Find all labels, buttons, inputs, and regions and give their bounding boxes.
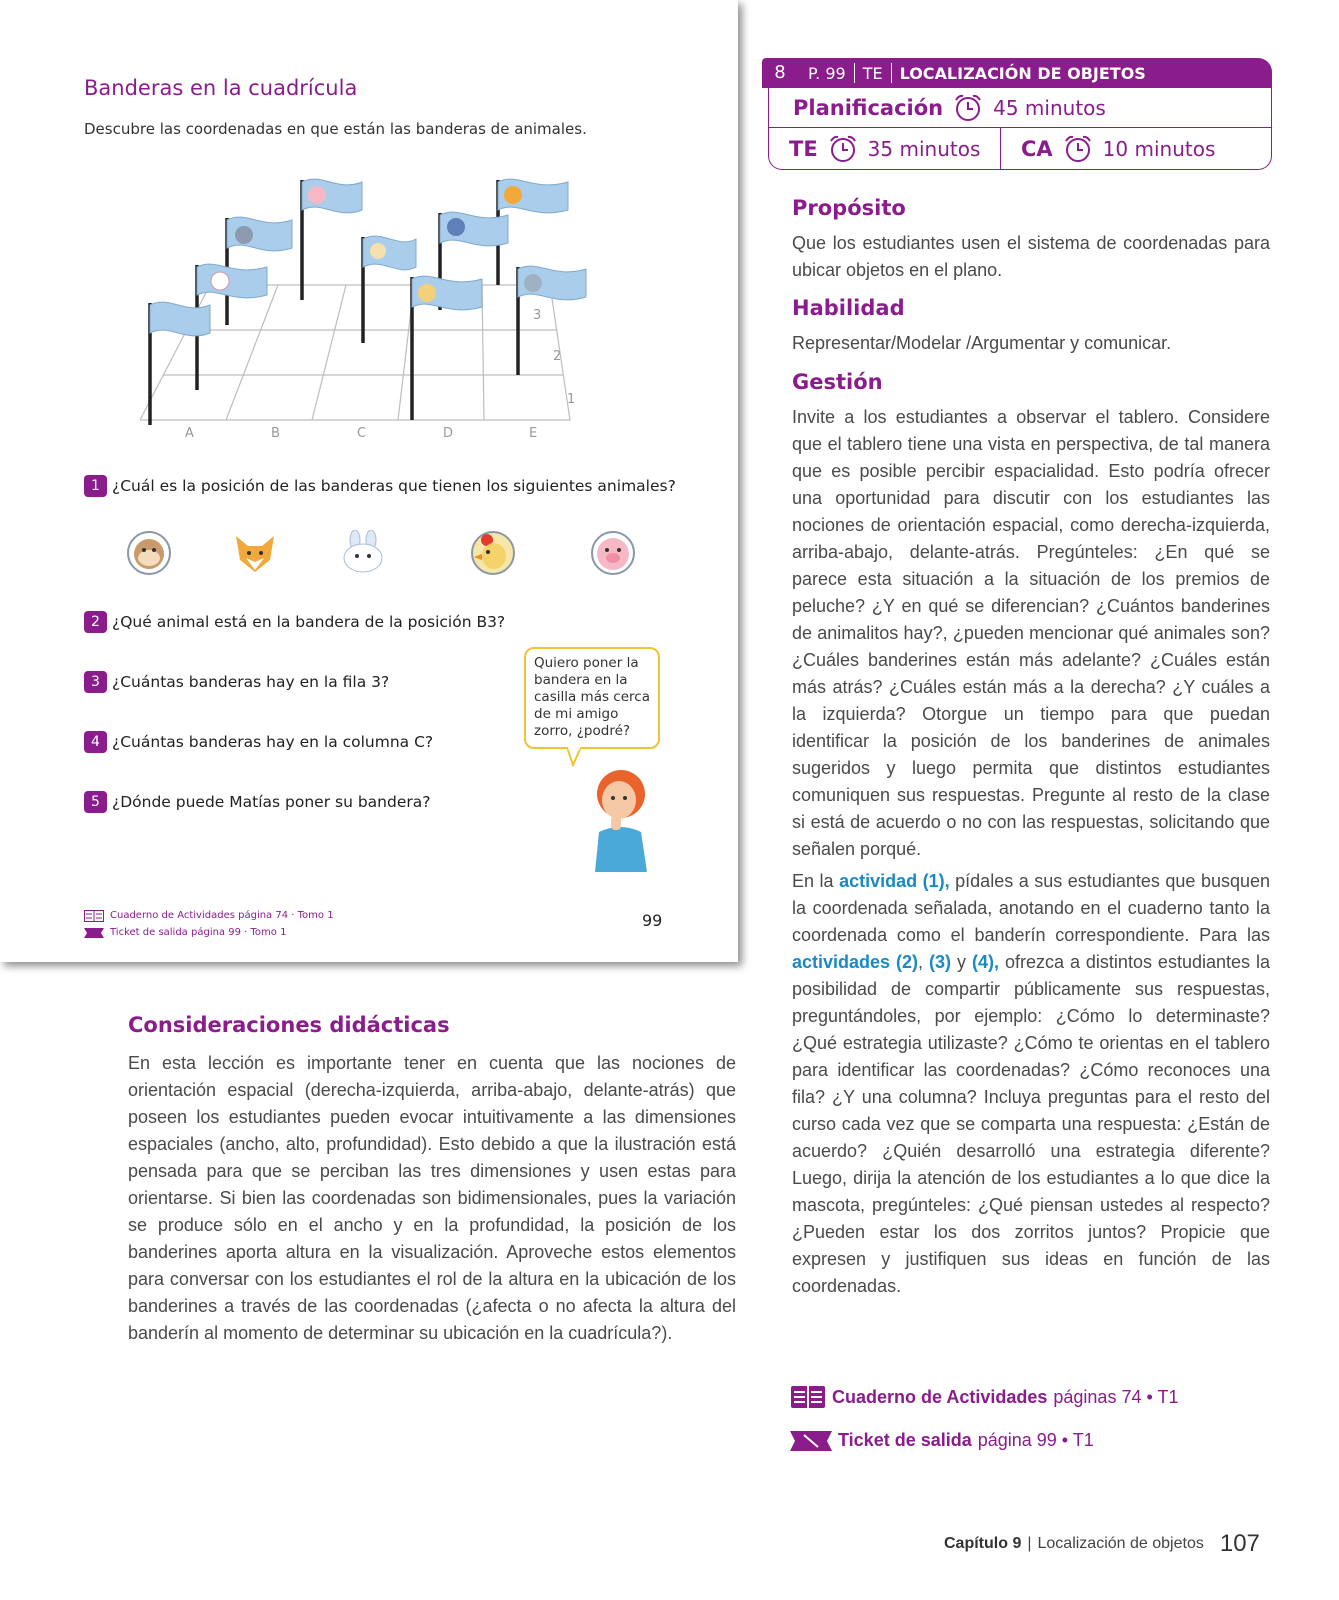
chapter-topic: Localización de objetos xyxy=(1037,1535,1204,1552)
planning-box xyxy=(768,88,1272,170)
student-page-title: Banderas en la cuadrícula xyxy=(84,76,358,100)
cuaderno-label: Cuaderno de Actividades xyxy=(832,1386,1048,1407)
column-label: E xyxy=(529,426,538,441)
column-label: C xyxy=(357,426,367,441)
chicken-icon xyxy=(470,530,516,576)
te-cell xyxy=(769,128,1001,170)
ticket-reference xyxy=(790,1430,1094,1451)
cuaderno-pages: páginas 74 • T1 xyxy=(1053,1386,1179,1407)
boy-mascot-illustration xyxy=(585,760,655,872)
ca-minutes: 10 minutos xyxy=(1102,137,1216,161)
planificacion-label: Planificación xyxy=(793,95,944,120)
question-text: ¿Qué animal está en la bandera de la posición B3? xyxy=(112,613,506,631)
book-icon xyxy=(84,910,104,922)
column-label: A xyxy=(185,426,194,441)
rabbit-icon xyxy=(340,530,386,576)
habilidad-title: Habilidad xyxy=(792,296,905,320)
te-minutes: 35 minutos xyxy=(867,137,981,161)
student-book-page xyxy=(0,0,738,962)
lesson-number: 8 xyxy=(762,58,798,88)
te-ca-row xyxy=(769,128,1271,170)
planificacion-minutes: 45 minutos xyxy=(993,95,1106,120)
question-2 xyxy=(84,611,505,633)
planificacion-row xyxy=(769,88,1271,128)
proposito-text: Que los estudiantes usen el sistema de coordenadas para ubicar objetos en el plano. xyxy=(792,233,1270,280)
divider xyxy=(854,63,855,83)
chapter-label: Capítulo 9 xyxy=(944,1535,1022,1552)
footer-line: Cuaderno de Actividades página 74 · Tomo 1 xyxy=(110,910,334,921)
activity-ref: (3) xyxy=(929,952,952,972)
footer-ticket-ref xyxy=(84,924,334,941)
question-text: ¿Cuántas banderas hay en la fila 3? xyxy=(112,673,390,691)
flag-grid-illustration xyxy=(140,175,610,455)
gestion-paragraph-2 xyxy=(792,868,1270,1300)
column-label: D xyxy=(443,426,454,441)
question-text: ¿Cuál es la posición de las banderas que tienen los siguientes animales? xyxy=(112,477,676,495)
alarm-clock-icon xyxy=(828,134,858,164)
page-number: 107 xyxy=(1219,1530,1260,1557)
monkey-icon xyxy=(126,530,172,576)
lesson-topic: LOCALIZACIÓN DE OBJETOS xyxy=(899,63,1146,83)
row-label: 1 xyxy=(567,392,576,407)
cuaderno-reference xyxy=(790,1385,1178,1409)
activity-ref: (4), xyxy=(971,952,999,972)
lesson-header-bar xyxy=(798,58,1272,88)
question-5 xyxy=(84,791,430,813)
te-tag: TE xyxy=(862,63,883,83)
text-run: y xyxy=(951,952,972,972)
pig-icon xyxy=(590,530,636,576)
row-label: 3 xyxy=(533,308,542,323)
gestion-title: Gestión xyxy=(792,370,883,394)
text-run: ofrezca a distintos estudiantes la posibilidad de compartir públicamente sus respuestas, preguntándoles, por ejemplo: ¿Cómo lo determinaste? ¿Qué estrategia utilizaste? ¿Cómo te orientas en el tablero para identificar las coordenadas? ¿Cómo reconoces una fila? ¿Y una columna? Incluya preguntas para el resto del curso cada vez que se comparta una respuesta: ¿Están de acuerdo? ¿Quién desarrolló una estrategia diferente? Luego, dirija la atención de los estudiantes a lo que dice la mascota, pregúnteles: ¿Qué piensan ustedes al respecto? ¿Pueden estar los dos zorritos juntos? Propicie que expresen y justifiquen sus ideas en función de las coordenadas. xyxy=(792,952,1270,1296)
ca-cell xyxy=(1001,128,1215,170)
text-run: pídales a sus estudiantes que busquen la coordenada señalada, anotando en el cuaderno tanto la coordenada como el banderín correspondiente. Para las xyxy=(792,871,1271,945)
row-label: 2 xyxy=(553,349,562,364)
activity-ref: actividades (2) xyxy=(792,952,919,972)
question-number: 2 xyxy=(84,611,107,633)
ticket-label: Ticket de salida xyxy=(838,1430,972,1450)
consideraciones-text: En esta lección es importante tener en cuenta que las nociones de orientación espacial (derecha-izquierda, arriba-abajo, delante-atrás) que poseen los estudiantes pueden evocar intuitivamente a las dimensiones espaciales (ancho, alto, profundidad). Esto debido a que la ilustración está pensada para que se perciban las tres dimensiones y usen estas para orientarse. Si bien las coordenadas son bidimensionales, pues la variación se produce sólo en el ancho y en la profundidad, la posición de los banderines aporta altura en la visualización. Aproveche estos elementos para conversar con los estudiantes el rol de la altura en la ubicación de los banderines a través de las coordenadas (¿afecta o no afecta la altura del banderín al momento de determinar su ubicación en la cuadrícula?). xyxy=(128,1053,736,1343)
alarm-clock-icon xyxy=(1063,134,1093,164)
lesson-header xyxy=(762,58,1272,170)
book-icon xyxy=(790,1385,826,1409)
student-page-number: 99 xyxy=(642,911,663,930)
question-number: 3 xyxy=(84,671,107,693)
column-label: B xyxy=(271,426,280,441)
question-number: 4 xyxy=(84,731,107,753)
habilidad-text: Representar/Modelar /Argumentar y comunicar. xyxy=(792,333,1172,353)
question-3 xyxy=(84,671,389,693)
ticket-pages: página 99 • T1 xyxy=(977,1430,1094,1450)
student-page-footer xyxy=(84,907,334,941)
animal-icons-row xyxy=(126,530,666,580)
text-run: , xyxy=(918,952,930,972)
question-number: 5 xyxy=(84,791,107,813)
divider: | xyxy=(1027,1535,1032,1552)
question-number: 1 xyxy=(84,475,107,497)
ca-label: CA xyxy=(1021,137,1053,161)
te-label: TE xyxy=(789,137,818,161)
proposito-title: Propósito xyxy=(792,196,906,220)
consideraciones-title: Consideraciones didácticas xyxy=(128,1013,450,1037)
student-page-subtitle: Descubre las coordenadas en que están las banderas de animales. xyxy=(84,120,587,138)
ticket-icon xyxy=(84,928,104,938)
gestion-paragraph-1: Invite a los estudiantes a observar el tablero. Considere que el tablero tiene una vista en perspectiva, de tal manera que es posible percibir espacialidad. Esto podría ofrecer una oportunidad para discutir con los estudiantes las nociones de orientación espacial, como derecha-izquierda, arriba-abajo, delante-atrás. Pregúnteles: ¿En qué se parece esta situación a la situación de los premios de peluche? ¿Y en qué se diferencian? ¿Cuántos banderines de animalitos hay?, ¿pueden mencionar qué animales son? ¿Cuáles banderines están más adelante? ¿Cuáles están más atrás? ¿Cuáles están más a la derecha? ¿Y cuáles a la izquierda? Otorgue un tiempo para que puedan identificar la posición de los banderines de animales sugeridos y luego permita que distintos estudiantes comuniquen sus respuestas. Pregunte al resto de la clase si está de acuerdo o no con las respuestas, solicitando que señalen porqué. xyxy=(792,407,1270,859)
divider xyxy=(891,63,892,83)
ticket-icon xyxy=(790,1431,832,1451)
question-1 xyxy=(84,475,676,497)
question-text: ¿Cuántas banderas hay en la columna C? xyxy=(112,733,434,751)
question-text: ¿Dónde puede Matías poner su bandera? xyxy=(112,793,431,811)
speech-bubble: Quiero poner la bandera en la casilla más cerca de mi amigo zorro, ¿podré? xyxy=(524,647,660,749)
footer-line: Ticket de salida página 99 · Tomo 1 xyxy=(110,927,287,938)
fox-icon xyxy=(232,530,278,576)
alarm-clock-icon xyxy=(953,93,983,123)
speech-bubble-tail xyxy=(565,747,585,767)
page-footer xyxy=(944,1530,1260,1558)
page-ref: P. 99 xyxy=(808,63,846,83)
footer-cuaderno-ref xyxy=(84,907,334,924)
question-4 xyxy=(84,731,433,753)
activity-ref: actividad (1), xyxy=(839,871,950,891)
text-run: En la xyxy=(792,871,840,891)
